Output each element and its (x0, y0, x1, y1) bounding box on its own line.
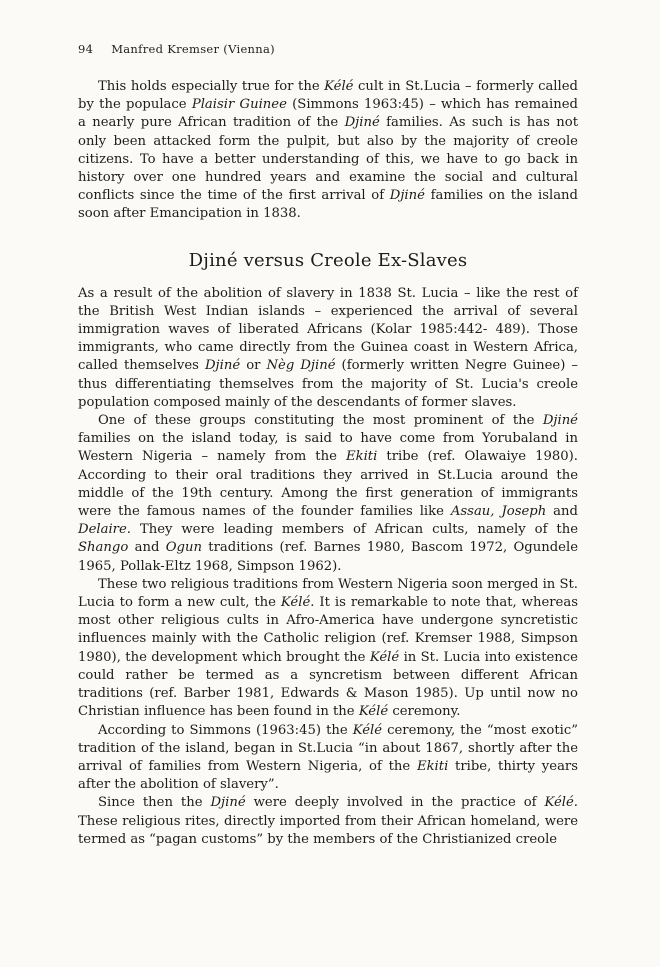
italic-term: Nèg Djiné (266, 358, 336, 374)
body-text-top (78, 78, 578, 224)
text-run: It is remarkable to note that, whereas most other religious cults in Afro-America have undergone syncretistic influences mainly with the Catholic religion (ref. Kremser 1988, Simpson 1980), the development which brought the (78, 595, 578, 665)
text-run: or (240, 358, 267, 374)
running-head (78, 42, 578, 56)
paragraph (78, 794, 578, 849)
italic-term: Kélé. (280, 595, 315, 611)
italic-term: Kélé (358, 704, 389, 720)
text-run: They were leading members of African cults, namely of the (130, 522, 578, 538)
section-heading: Djiné versus Creole Ex-Slaves (188, 249, 468, 271)
text-run: in St. Lucia into existence could rather be termed as a syncretism between different African traditions (ref. Barber 1981, Edwards & Mason 1985). Up until now no Christian influence has been found in the (78, 649, 578, 720)
italic-term: Djiné (344, 115, 380, 131)
text-run: cult in St.Lucia – formerly called by the populace (78, 79, 578, 113)
text-run: tribe (ref. Olawaiye 1980). According to their oral traditions they arrived in St.Lucia around the middle of the 19th century. Among the first generation of immigrants were the famous names of the founder families like (78, 449, 578, 520)
paragraph (78, 285, 578, 412)
text-run: This holds especially true for the (98, 79, 325, 94)
text-run: According to Simmons (1963:45) the (98, 722, 353, 738)
text-run: Since then the (98, 795, 211, 811)
italic-term: Ekiti (416, 758, 449, 774)
text-run: and (128, 540, 166, 556)
text-run: (formerly written Negre Guinee) – thus differentiating themselves from the majority of St. Lucia's creole population composed mainly of the descendants of former slaves. (78, 358, 578, 410)
italic-term: Djiné (204, 358, 241, 374)
italic-term: Plaisir Guinee (191, 97, 287, 113)
body-text-section (78, 285, 578, 849)
text-run: (Simmons 1963:45) – which has remained a nearly pure African tradition of the (78, 97, 578, 131)
text-run: families on the island soon after Emancipation in 1838. (78, 188, 578, 222)
text-run: One of these groups constituting the most prominent of the (98, 413, 543, 429)
text-run: tribe, thirty years after the abolition of slavery”. (78, 758, 578, 793)
text-run: As a result of the abolition of slavery in 1838 St. Lucia – like the rest of the British West Indian islands – experienced the arrival of several immigration waves of liberated Africans (Kolar 1985:442- 489). Those immigrants, who came directly from the Guinea coast in Western Africa, called themselves (78, 285, 578, 374)
text-run: families. As such is has not only been attacked form the pulpit, but also by the majority of creole citizens. To have a better understanding of this, we have to go back in history over one hundred years and examine the social and cultural conflicts since the time of the first arrival of (78, 115, 578, 204)
paragraph (78, 412, 578, 576)
text-run: and (546, 504, 578, 520)
paragraph (78, 722, 578, 795)
italic-term: Djiné (542, 413, 578, 429)
paragraph (78, 576, 578, 722)
italic-term: Djiné (210, 795, 246, 811)
italic-term: Kélé (324, 79, 354, 94)
text-run: were deeply involved in the practice of (245, 795, 545, 811)
text-run: These religious rites, directly imported from their African homeland, were termed as “pagan customs” by the members of the Christianized creole (78, 813, 578, 847)
text-run: traditions (ref. Barnes 1980, Bascom 1972, Ogundele 1965, Pollak-Eltz 1968, Simpson 1962). (78, 540, 578, 574)
italic-term: Djiné (389, 188, 425, 204)
italic-term: Shango (78, 540, 129, 556)
page-number: 94 (78, 42, 94, 56)
italic-term: Kélé (369, 649, 400, 665)
text-run: families on the island today, is said to have come from Yorubaland in Western Nigeria – namely from the (78, 431, 578, 465)
italic-term: Ogun (165, 540, 202, 556)
italic-term: Delaire. (78, 522, 131, 538)
italic-term: Ekiti (345, 449, 378, 465)
italic-term: Kélé. (544, 795, 579, 811)
italic-term: Assau, Joseph (450, 504, 547, 520)
paragraph (78, 78, 578, 224)
running-head-author: Manfred Kremser (Vienna) (111, 42, 275, 56)
italic-term: Kélé (352, 722, 383, 738)
text-run: ceremony. (388, 704, 461, 720)
text-run: These two religious traditions from Western Nigeria soon merged in St. Lucia to form a new cult, the (78, 576, 579, 611)
text-run: ceremony, the “most exotic” tradition of the island, began in St.Lucia “in about 1867, shortly after the arrival of families from Western Nigeria, of the (78, 722, 578, 774)
